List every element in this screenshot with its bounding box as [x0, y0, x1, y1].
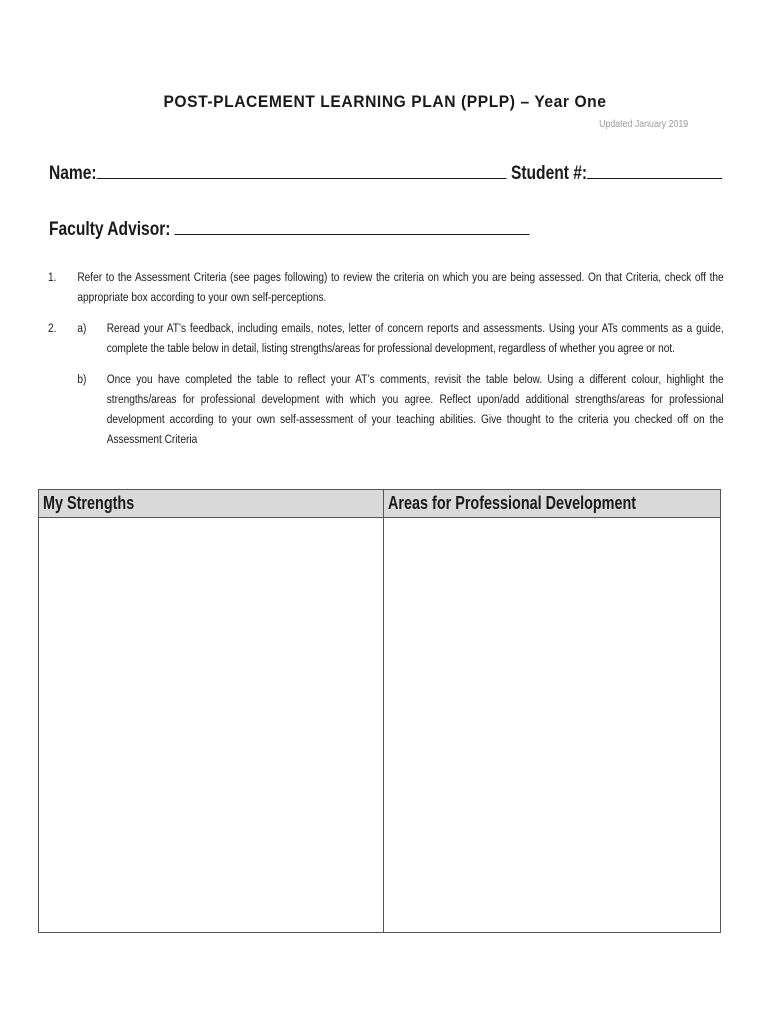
professional-development-header: Areas for Professional Development [384, 490, 721, 518]
instruction-item-1 [48, 267, 724, 307]
instruction-item-2a [48, 318, 724, 358]
instruction-number: 2. [48, 321, 57, 335]
instruction-text: Reread your AT’s feedback, including emails, notes, letter of concern reports and assessments. Using your ATs comments as a guide, complete the table below in detail, listing strengths/areas for professional development, regardless of whether you agree or not. [106, 321, 724, 355]
name-student-row [49, 163, 722, 185]
name-field[interactable] [97, 163, 507, 179]
table-header-row [39, 490, 721, 518]
faculty-advisor-label: Faculty Advisor: [49, 219, 171, 240]
strengths-development-table [38, 489, 721, 933]
faculty-advisor-row [49, 219, 530, 241]
student-number-field[interactable] [587, 163, 722, 179]
my-strengths-cell[interactable] [39, 518, 384, 933]
instructions [48, 267, 724, 460]
instruction-letter: a) [77, 321, 87, 335]
updated-date: Updated January 2019 [598, 119, 688, 130]
instruction-item-2b [48, 369, 724, 449]
table-row [39, 518, 721, 933]
faculty-advisor-field[interactable] [175, 219, 530, 235]
professional-development-cell[interactable] [384, 518, 721, 933]
instruction-text: Once you have completed the table to reflect your AT’s comments, revisit the table below. Using a different colour, highlight the strengths/areas for professional development with which you agree. Reflect upon/add additional strengths/areas for professional development according to your own self-assessment of your teaching abilities. Give thought to the criteria you checked off on the Assessment Criteria [106, 372, 724, 446]
document-title: POST-PLACEMENT LEARNING PLAN (PPLP) – Year One [163, 92, 607, 111]
instruction-text: Refer to the Assessment Criteria (see pages following) to review the criteria on which you are being assessed. On that Criteria, check off the appropriate box according to your own self-perceptions. [77, 270, 724, 304]
name-label: Name: [49, 163, 97, 184]
instruction-letter: b) [77, 372, 87, 386]
my-strengths-header: My Strengths [39, 490, 384, 518]
instruction-number: 1. [48, 270, 57, 284]
student-number-label: Student #: [510, 163, 588, 184]
